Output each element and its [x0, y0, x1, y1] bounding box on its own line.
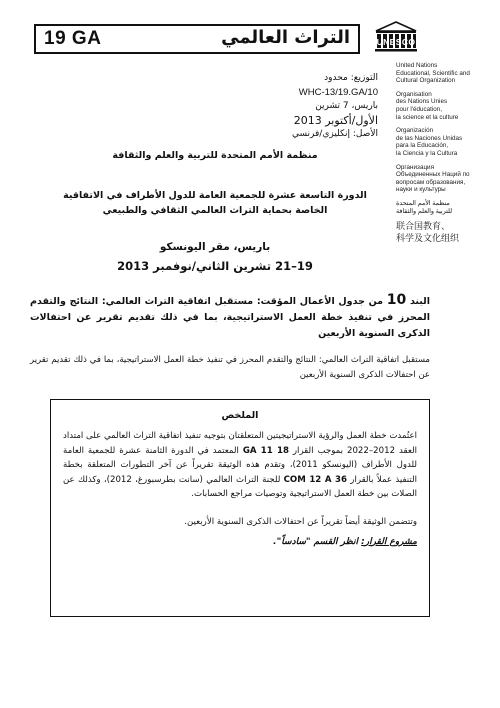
- org-name-fr: Organisation des Nations Unies pour l'éducation, la science et la culture: [396, 90, 459, 121]
- org-name-zh: 联合国教育、 科学及文化组织: [396, 222, 460, 245]
- document-banner: [34, 24, 360, 54]
- org-name-ru: Организация Объединенных Наций по вопросам образования, науки и культуры: [396, 163, 470, 194]
- draft-decision: [63, 537, 417, 547]
- organization-line: منظمة الأمم المتحدة للتربية والعلم والثقافة: [112, 150, 318, 161]
- distribution: التوزيع: محدود: [324, 73, 378, 83]
- decision-ref-1: 18 GA 11: [242, 445, 289, 456]
- decision-ref-2: 36 COM 12 A: [283, 474, 347, 485]
- org-name-en: United Nations Educational, Scientific and Cultural Organization: [396, 62, 470, 85]
- session-title: [40, 188, 390, 218]
- organization-names: [396, 62, 478, 251]
- place-date: باريس، 7 تشرين: [315, 101, 378, 111]
- summary-paragraph-2: وتتضمن الوثيقة أيضاً تقريراً عن احتفالات الذكرى السنوية الأربعين.: [184, 516, 417, 527]
- item-subtitle: مستقبل اتفاقية التراث العالمي: النتائج والتقدم المحرز في تنفيذ خطة العمل الاستراتيجية، بما في ذلك تقديم تقرير عن احتفالات الذكرى السنوية الأربعين: [30, 355, 430, 380]
- summary-heading: الملخص: [221, 410, 259, 421]
- draft-decision-text: انظر القسم "سادساً".: [273, 536, 358, 547]
- session-line-2: الخاصة بحماية التراث العالمي الثقافي والطبيعي: [102, 205, 328, 216]
- document-code: 19 GA: [44, 28, 102, 49]
- draft-decision-label: مشروع القرار:: [361, 536, 417, 547]
- logo-text: UNESCO: [376, 37, 416, 47]
- summary-paragraph: اعتُمدت خطة العمل والرؤية الاستراتيجيتين المتعلقتان بتوجيه تنفيذ اتفاقية التراث العالمي على امتداد العقد 2012–2022 بموجب القرار 18 GA 11 المعتمد في الدورة الثامنة عشرة للجمعية العامة للدول الأطراف (اليونسكو 2011)، وتقدم هذه الوثيقة تقريراً عن آخر التطورات المتعلقة بخطة التنفيذ عملاً بالقرار 36 COM 12 A للجنة التراث العالمي (سانت بطرسبورغ، 2012)، وكذلك عن الصلات بين خطة العمل الاستراتيجية وتوصيات مراجع الحسابات.: [63, 431, 418, 499]
- org-name-ar: منظمة الأمم المتحدة للتربية والعلم والثقافة: [396, 199, 453, 215]
- session-line-1: الدورة التاسعة عشرة للجمعية العامة للدول الأطراف في الاتفاقية: [63, 190, 367, 201]
- original-language: الأصل: إنكليزي/فرنسي: [291, 129, 378, 139]
- agenda-number: 10: [386, 292, 407, 308]
- org-name-es: Organización de las Naciones Unidas para la Educación, la Ciencia y la Cultura: [396, 127, 463, 157]
- document-title: التراث العالمي: [221, 27, 350, 48]
- date-line: الأول/أكتوبر 2013: [293, 114, 378, 127]
- summary-box: [50, 399, 430, 617]
- session-dates: 19–21 تشرين الثاني/نوفمبر 2013: [117, 259, 313, 273]
- unesco-logo: [372, 20, 420, 54]
- agenda-item: [30, 292, 430, 342]
- agenda-prefix: البند: [409, 296, 431, 307]
- venue: باريس، مقر اليونسكو: [159, 241, 271, 253]
- reference-code: WHC-13/19.GA/10: [298, 87, 378, 98]
- agenda-text: من جدول الأعمال المؤقت: مستقبل اتفاقية التراث العالمي: النتائج والتقدم المحرز في تنفيذ خطة العمل الاستراتيجية، بما في ذلك تقديم تقرير عن احتفالات الذكرى السنوية الأربعين: [30, 296, 430, 339]
- document-metadata: [178, 72, 378, 142]
